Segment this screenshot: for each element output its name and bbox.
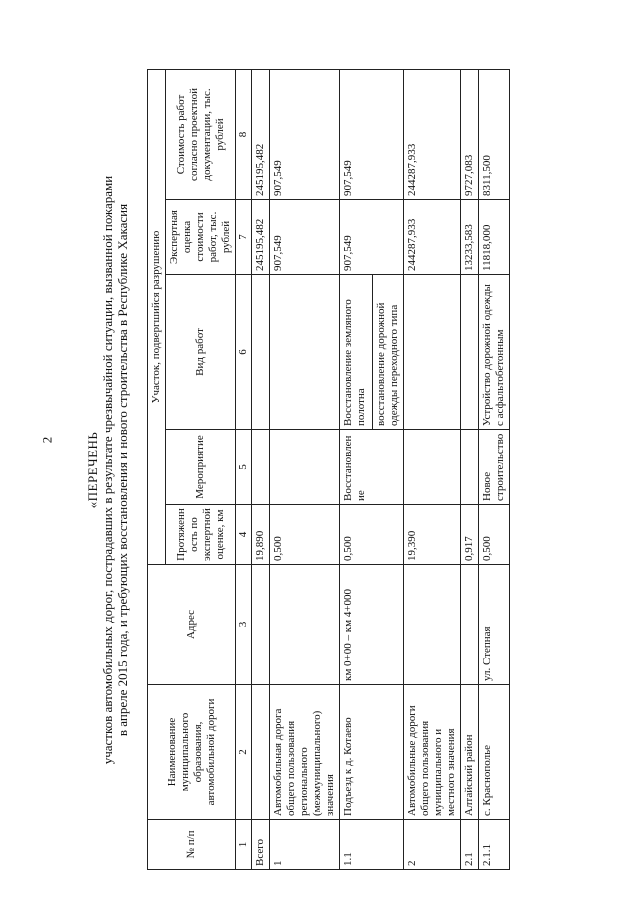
title-line-1: участков автомобильных дорог, пострадавших в результате чрезвычайной ситуации, вызванной пожарами (100, 175, 115, 765)
table-row (479, 69, 510, 869)
cell-work (461, 275, 479, 430)
cell-name: Алтайский район (461, 685, 479, 820)
title-line-2: в апреле 2015 года, и требующих восстановления и нового строительства в Республике Хакасия (115, 203, 130, 737)
cell-no: Всего (252, 820, 270, 870)
cell-event (270, 430, 340, 505)
cell-expert: 245195,482 (252, 200, 270, 275)
document-title (85, 70, 130, 870)
rotated-document (85, 70, 595, 870)
cell-cost: 9727,083 (461, 69, 479, 199)
cell-work (252, 275, 270, 430)
cell-no: 1.1 (340, 820, 404, 870)
cell-name: Автомобильная дорога общего пользования регионального (межмуниципального) значения (270, 685, 340, 820)
header-event: Мероприятие (166, 430, 236, 505)
cell-event: Восстановление (340, 430, 404, 505)
header-expert: Экспертная оценка стоимости работ, тыс. рублей (166, 200, 236, 275)
cell-work (404, 275, 461, 430)
header-number: № п/п (148, 820, 236, 870)
header-name: Наименование муниципального образования, автомобильной дороги (148, 685, 236, 820)
cell-name: с. Краснополье (479, 685, 510, 820)
cell-event (404, 430, 461, 505)
page-number: 2 (39, 436, 55, 444)
col-num: 3 (236, 565, 252, 685)
col-num: 8 (236, 69, 252, 199)
work-line-2: восстановление дорожной одежды переходного типа (372, 275, 403, 429)
cell-work (270, 275, 340, 430)
header-row-1 (148, 69, 166, 869)
cell-name: Автомобильные дороги общего пользования муниципального и местного значения (404, 685, 461, 820)
col-num: 7 (236, 200, 252, 275)
cell-address (461, 565, 479, 685)
col-num: 6 (236, 275, 252, 430)
table-row (340, 69, 404, 869)
cell-length: 0,500 (340, 505, 404, 565)
table-row (270, 69, 340, 869)
work-line-1: Восстановление земляного полотна (342, 299, 367, 426)
cell-no: 2 (404, 820, 461, 870)
cell-address (404, 565, 461, 685)
table-row (252, 69, 270, 869)
cell-length: 19,890 (252, 505, 270, 565)
cell-address (270, 565, 340, 685)
header-address: Адрес (148, 565, 236, 685)
cell-work (340, 275, 404, 430)
cell-event (461, 430, 479, 505)
col-num: 2 (236, 685, 252, 820)
cell-event (252, 430, 270, 505)
cell-cost: 244287,933 (404, 69, 461, 199)
header-cost: Стоимость работ согласно проектной документации, тыс. рублей (166, 69, 236, 199)
title-heading: «ПЕРЕЧЕНЬ (85, 431, 100, 509)
cell-expert: 907,549 (270, 200, 340, 275)
cell-no: 2.1.1 (479, 820, 510, 870)
col-num: 4 (236, 505, 252, 565)
cell-cost: 245195,482 (252, 69, 270, 199)
cell-name: Подъезд к д. Котаево (340, 685, 404, 820)
cell-no: 1 (270, 820, 340, 870)
cell-expert: 907,549 (340, 200, 404, 275)
table-row (461, 69, 479, 869)
cell-length: 0,500 (479, 505, 510, 565)
header-group: Участок, подвергшийся разрушению (148, 69, 166, 564)
cell-name (252, 685, 270, 820)
cell-length: 19,390 (404, 505, 461, 565)
cell-cost: 8311,500 (479, 69, 510, 199)
roads-table (147, 69, 510, 870)
cell-address: ул. Степная (479, 565, 510, 685)
cell-cost: 907,549 (270, 69, 340, 199)
cell-event: Новое строительство (479, 430, 510, 505)
header-work: Вид работ (166, 275, 236, 430)
header-length: Протяженность по экспертной оценке, км (166, 505, 236, 565)
cell-address (252, 565, 270, 685)
cell-length: 0,917 (461, 505, 479, 565)
table-row (404, 69, 461, 869)
col-num: 1 (236, 820, 252, 870)
cell-cost: 907,549 (340, 69, 404, 199)
cell-expert: 11818,000 (479, 200, 510, 275)
col-num: 5 (236, 430, 252, 505)
cell-no: 2.1 (461, 820, 479, 870)
cell-work: Устройство дорожной одежды с асфальтобетонным (479, 275, 510, 430)
cell-expert: 13233,583 (461, 200, 479, 275)
column-numbers-row (236, 69, 252, 869)
cell-address: км 0+00 – км 4+000 (340, 565, 404, 685)
cell-length: 0,500 (270, 505, 340, 565)
cell-expert: 244287,933 (404, 200, 461, 275)
